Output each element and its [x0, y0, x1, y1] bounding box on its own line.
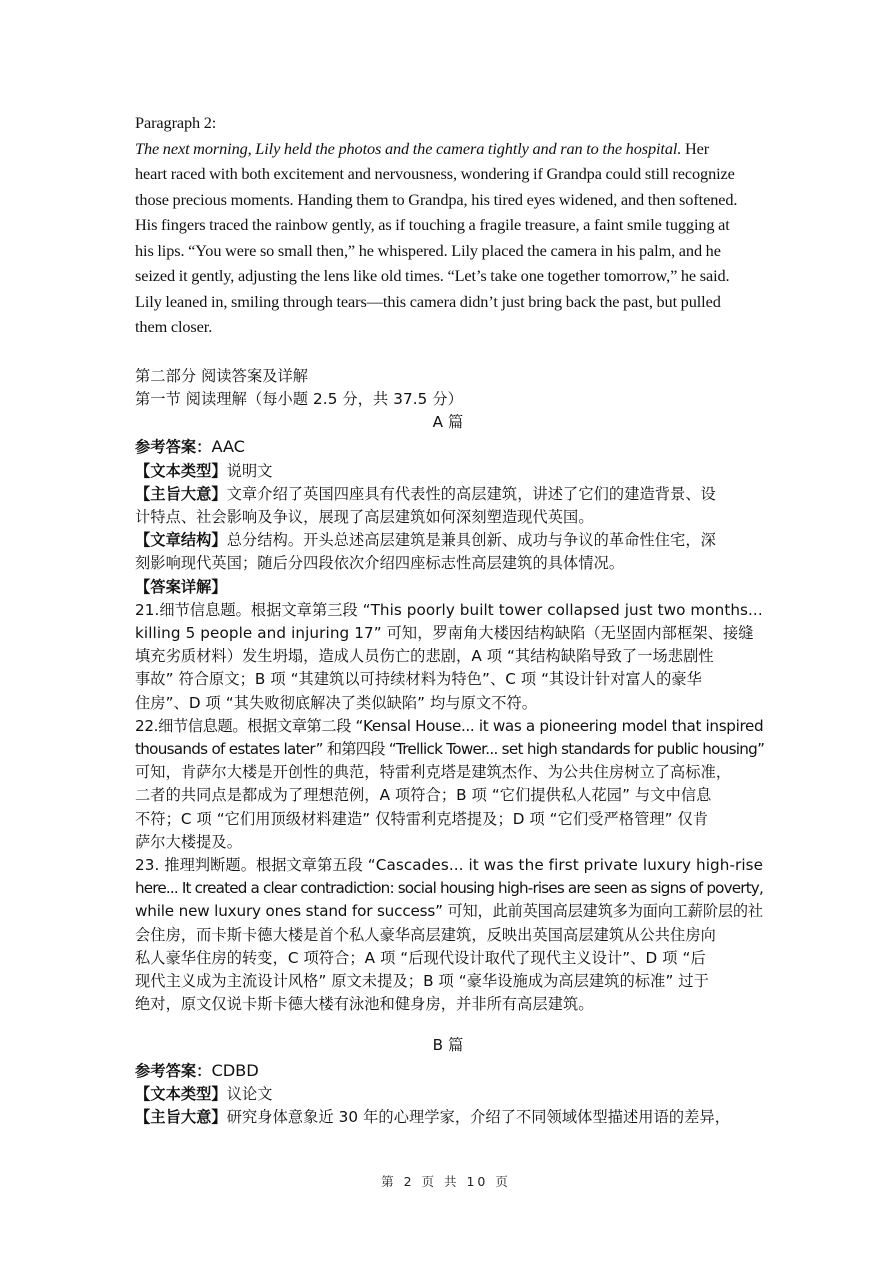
question-23-explanation — [135, 854, 764, 1016]
passage-a-text-type: 【文本类型】说明文 — [135, 461, 273, 480]
paragraph-line: His fingers traced the rainbow gently, as if touching a fragile treasure, a faint smile tugging at — [135, 215, 730, 234]
paragraph-line: heart raced with both excitement and nervousness, wondering if Grandpa could still recognize — [135, 164, 735, 183]
explanation-line: 事故” 符合原文；B 项 “其建筑以可持续材料为特色”、C 项 “其设计针对富人的豪华 — [135, 670, 702, 689]
explanation-line: 二者的共同点是都成为了理想范例，A 项符合；B 项 “它们提供私人花园” 与文中信息 — [135, 786, 712, 805]
explanation-line: 22.细节信息题。根据文章第二段 “Kensal House... it was a pioneering model that inspired — [135, 716, 764, 735]
section-title: 第一节 阅读理解（每小题 2.5 分，共 37.5 分） — [135, 389, 463, 408]
paragraph-line-rest: Her — [681, 138, 710, 158]
explanation-line: 填充劣质材料）发生坍塌，造成人员伤亡的悲剧，A 项 “其结构缺陷导致了一场悲剧性 — [135, 647, 714, 666]
explanation-line: 私人豪华住房的转变，C 项符合；A 项 “后现代设计取代了现代主义设计”、D 项 “后 — [135, 948, 706, 967]
italic-opening-sentence: The next morning, Lily held the photos and the camera tightly and ran to the hospital. — [135, 138, 682, 158]
explanation-line: 现代主义成为主流设计风格” 原文未提及；B 项 “豪华设施成为高层建筑的标准” 过于 — [135, 972, 709, 991]
paragraph-line: his lips. “You were so small then,” he whispered. Lily placed the camera in his palm, and he — [135, 240, 721, 260]
explanation-line: 绝对，原文仅说卡斯卡德大楼有泳池和健身房，并非所有高层建筑。 — [135, 995, 594, 1014]
explanation-line: 可知，肯萨尔大楼是开创性的典范，特雷利克塔是建筑杰作、为公共住房树立了高标准， — [135, 763, 732, 782]
explanation-line: killing 5 people and injuring 17” 可知，罗南角大楼因结构缺陷（无坚固内部框架、接缝 — [135, 624, 754, 643]
answer-detail-heading: 【答案详解】 — [135, 577, 227, 596]
passage-a-structure-1: 【文章结构】总分结构。开头总述高层建筑是兼具创新、成功与争议的革命性住宅，深 — [135, 531, 716, 550]
paragraph-line — [135, 136, 761, 162]
explanation-line: here... It created a clear contradiction: social housing high-rises are seen as signs of poverty, — [135, 879, 763, 898]
question-22-explanation — [135, 715, 765, 854]
passage-a-answer: 参考答案：AAC — [135, 437, 245, 457]
explanation-line: thousands of estates later” 和第四段 “Trellick Tower... set high standards for public housing” — [135, 740, 765, 759]
passage-b-answer: 参考答案：CDBD — [135, 1060, 259, 1080]
explanation-line: 23. 推理判断题。根据文章第五段 “Cascades... it was the first private luxury high-rise — [135, 856, 764, 875]
paragraph-line: those precious moments. Handing them to Grandpa, his tired eyes widened, and then softened. — [135, 189, 738, 209]
passage-b-heading: B 篇 — [432, 1036, 464, 1055]
paragraph-2-text — [135, 136, 761, 340]
passage-a-heading: A 篇 — [432, 412, 464, 431]
page-footer: 第 2 页 共 10 页 — [381, 1174, 511, 1189]
explanation-line: 21.细节信息题。根据文章第三段 “This poorly built tower collapsed just two months... — [135, 600, 763, 619]
explanation-line: 不符；C 项 “它们用顶级材料建造” 仅特雷利克塔提及；D 项 “它们受严格管理” 仅肯 — [135, 809, 709, 828]
part-title: 第二部分 阅读答案及详解 — [135, 366, 309, 385]
explanation-line: 住房”、D 项 “其失败彻底解决了类似缺陷” 均与原文不符。 — [135, 693, 538, 712]
explanation-line: 会住房，而卡斯卡德大楼是首个私人豪华高层建筑，反映出英国高层建筑从公共住房向 — [135, 925, 716, 944]
passage-a-main-idea-1: 【主旨大意】文章介绍了英国四座具有代表性的高层建筑，讲述了它们的建造背景、设 — [135, 484, 716, 503]
paragraph-line: them closer. — [135, 317, 213, 336]
passage-a-structure-2: 刻影响现代英国；随后分四段依次介绍四座标志性高层建筑的具体情况。 — [135, 554, 625, 573]
passage-a-main-idea-2: 计特点、社会影响及争议，展现了高层建筑如何深刻塑造现代英国。 — [135, 508, 594, 527]
question-21-explanation — [135, 599, 761, 715]
page-content — [135, 110, 765, 1130]
explanation-line: while new luxury ones stand for success” 可知，此前英国高层建筑多为面向工薪阶层的社 — [135, 902, 763, 921]
paragraph-label: Paragraph 2: — [135, 113, 217, 132]
explanation-line: 萨尔大楼提及。 — [135, 832, 243, 851]
passage-b-text-type: 【文本类型】议论文 — [135, 1085, 273, 1104]
paragraph-line: seized it gently, adjusting the lens like old times. “Let’s take one together tomorrow,” he said. — [135, 266, 730, 285]
paragraph-line: Lily leaned in, smiling through tears—this camera didn’t just bring back the past, but pulled — [135, 291, 721, 311]
passage-b-main-idea: 【主旨大意】研究身体意象近 30 年的心理学家，介绍了不同领域体型描述用语的差异， — [135, 1108, 731, 1127]
